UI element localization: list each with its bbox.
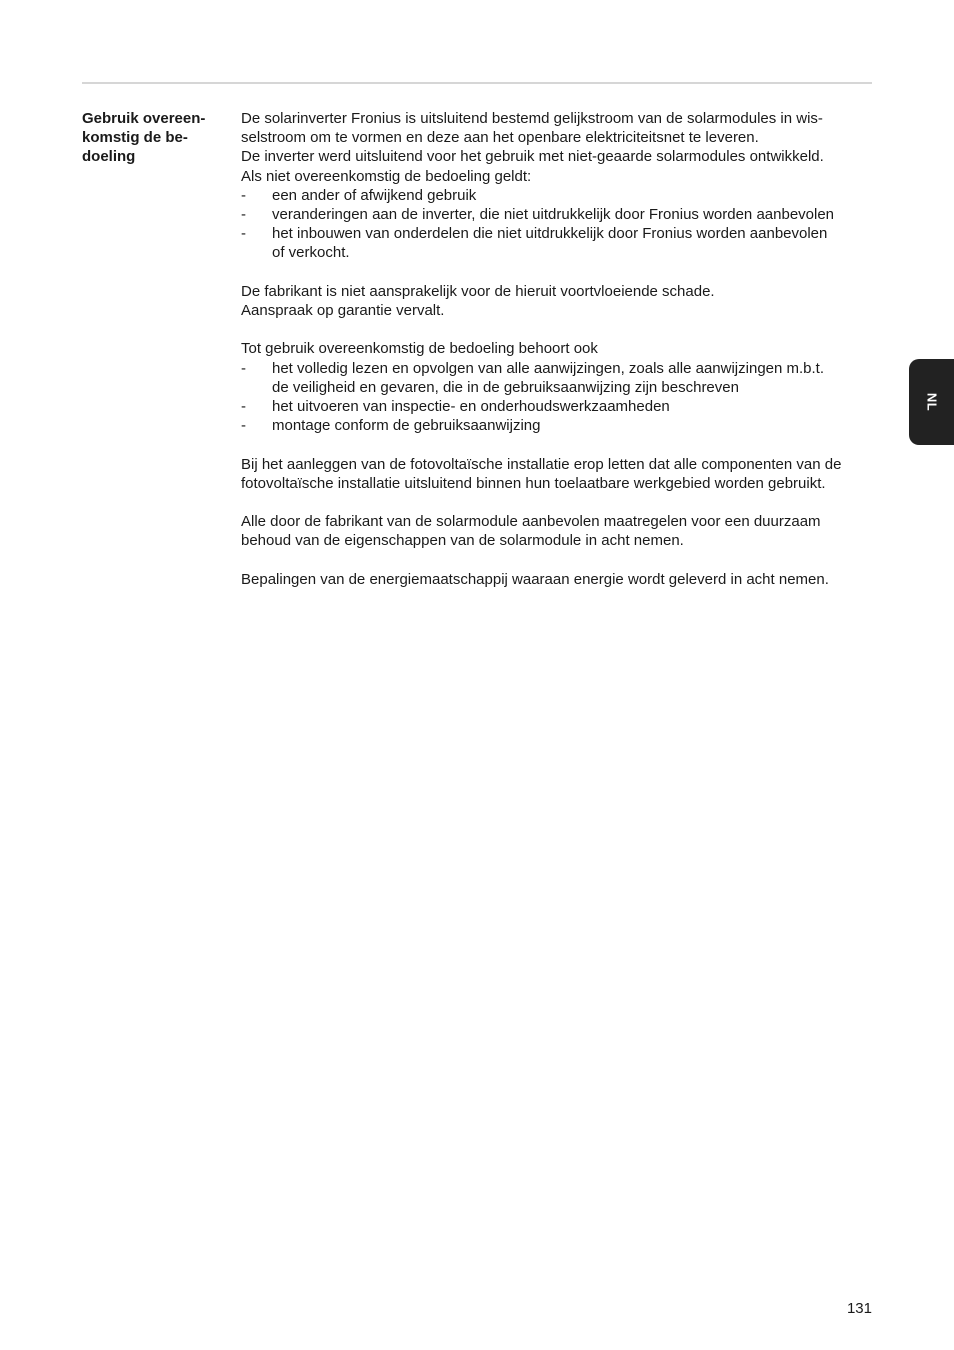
proper-use-list bbox=[241, 359, 881, 436]
intro-paragraph bbox=[241, 109, 881, 186]
list-item-text: veranderingen aan de inverter, die niet uitdrukkelijk door Fronius worden aanbevolen bbox=[272, 206, 835, 224]
text-line: behoud van de eigenschappen van de solarmodule in acht nemen. bbox=[241, 532, 684, 550]
improper-use-list bbox=[241, 186, 881, 263]
list-item-text: of verkocht. bbox=[272, 244, 350, 262]
section-heading-line: Gebruik overeen- bbox=[82, 110, 206, 127]
language-tab bbox=[909, 359, 954, 445]
section-body bbox=[241, 109, 881, 589]
list-item bbox=[241, 359, 881, 397]
list-item-text: het inbouwen van onderdelen die niet uitdrukkelijk door Fronius worden aanbevolen bbox=[272, 225, 828, 243]
list-item-text: de veiligheid en gevaren, die in de gebruiksaanwijzing zijn beschreven bbox=[272, 378, 739, 396]
header-rule bbox=[82, 82, 872, 84]
bullet-dash: - bbox=[241, 225, 246, 243]
section-heading-line: doeling bbox=[82, 148, 136, 166]
text-line: De fabrikant is niet aansprakelijk voor de hieruit voortvloeiende schade. bbox=[241, 282, 715, 300]
list-item bbox=[241, 416, 881, 435]
text-line: De solarinverter Fronius is uitsluitend bestemd gelijkstroom van de solarmodules in wis- bbox=[241, 110, 823, 127]
proper-use-intro bbox=[241, 339, 881, 358]
text-line: Bij het aanleggen van de fotovoltaïsche installatie erop letten dat alle componenten van de bbox=[241, 455, 842, 473]
list-item-text: een ander of afwijkend gebruik bbox=[272, 186, 477, 204]
bullet-dash: - bbox=[241, 359, 246, 377]
text-line: De inverter werd uitsluitend voor het gebruik met niet-geaarde solarmodules ontwikkeld. bbox=[241, 148, 824, 166]
page-number: 131 bbox=[846, 1300, 872, 1317]
text-line: Als niet overeenkomstig de bedoeling geldt: bbox=[241, 167, 532, 185]
installation-paragraph bbox=[241, 455, 881, 493]
bullet-dash: - bbox=[241, 417, 246, 435]
text-line: Tot gebruik overeenkomstig de bedoeling behoort ook bbox=[241, 340, 598, 358]
solarmodule-paragraph bbox=[241, 512, 881, 550]
text-line: Bepalingen van de energiemaatschappij waaraan energie wordt geleverd in acht nemen. bbox=[241, 570, 829, 588]
section-heading bbox=[82, 109, 232, 167]
bullet-dash: - bbox=[241, 398, 246, 416]
list-item bbox=[241, 224, 881, 262]
text-line: Alle door de fabrikant van de solarmodule aanbevolen maatregelen voor een duurzaam bbox=[241, 513, 821, 531]
list-item-text: het uitvoeren van inspectie- en onderhoudswerkzaamheden bbox=[272, 398, 670, 416]
text-line: selstroom om te vormen en deze aan het openbare elektriciteitsnet te leveren. bbox=[241, 129, 759, 147]
list-item-text: montage conform de gebruiksaanwijzing bbox=[272, 417, 541, 435]
bullet-dash: - bbox=[241, 186, 246, 204]
text-line: Aanspraak op garantie vervalt. bbox=[241, 302, 445, 320]
text-line: fotovoltaïsche installatie uitsluitend binnen hun toelaatbare werkgebied worden gebruikt. bbox=[241, 474, 826, 492]
list-item bbox=[241, 397, 881, 416]
list-item-text: het volledig lezen en opvolgen van alle aanwijzingen, zoals alle aanwijzingen m.b.t. bbox=[272, 359, 825, 377]
energy-company-paragraph bbox=[241, 570, 881, 589]
bullet-dash: - bbox=[241, 206, 246, 224]
language-tab-label: NL bbox=[924, 392, 940, 412]
liability-paragraph bbox=[241, 282, 881, 320]
section-heading-line: komstig de be- bbox=[82, 129, 188, 147]
list-item bbox=[241, 205, 881, 224]
list-item bbox=[241, 186, 881, 205]
